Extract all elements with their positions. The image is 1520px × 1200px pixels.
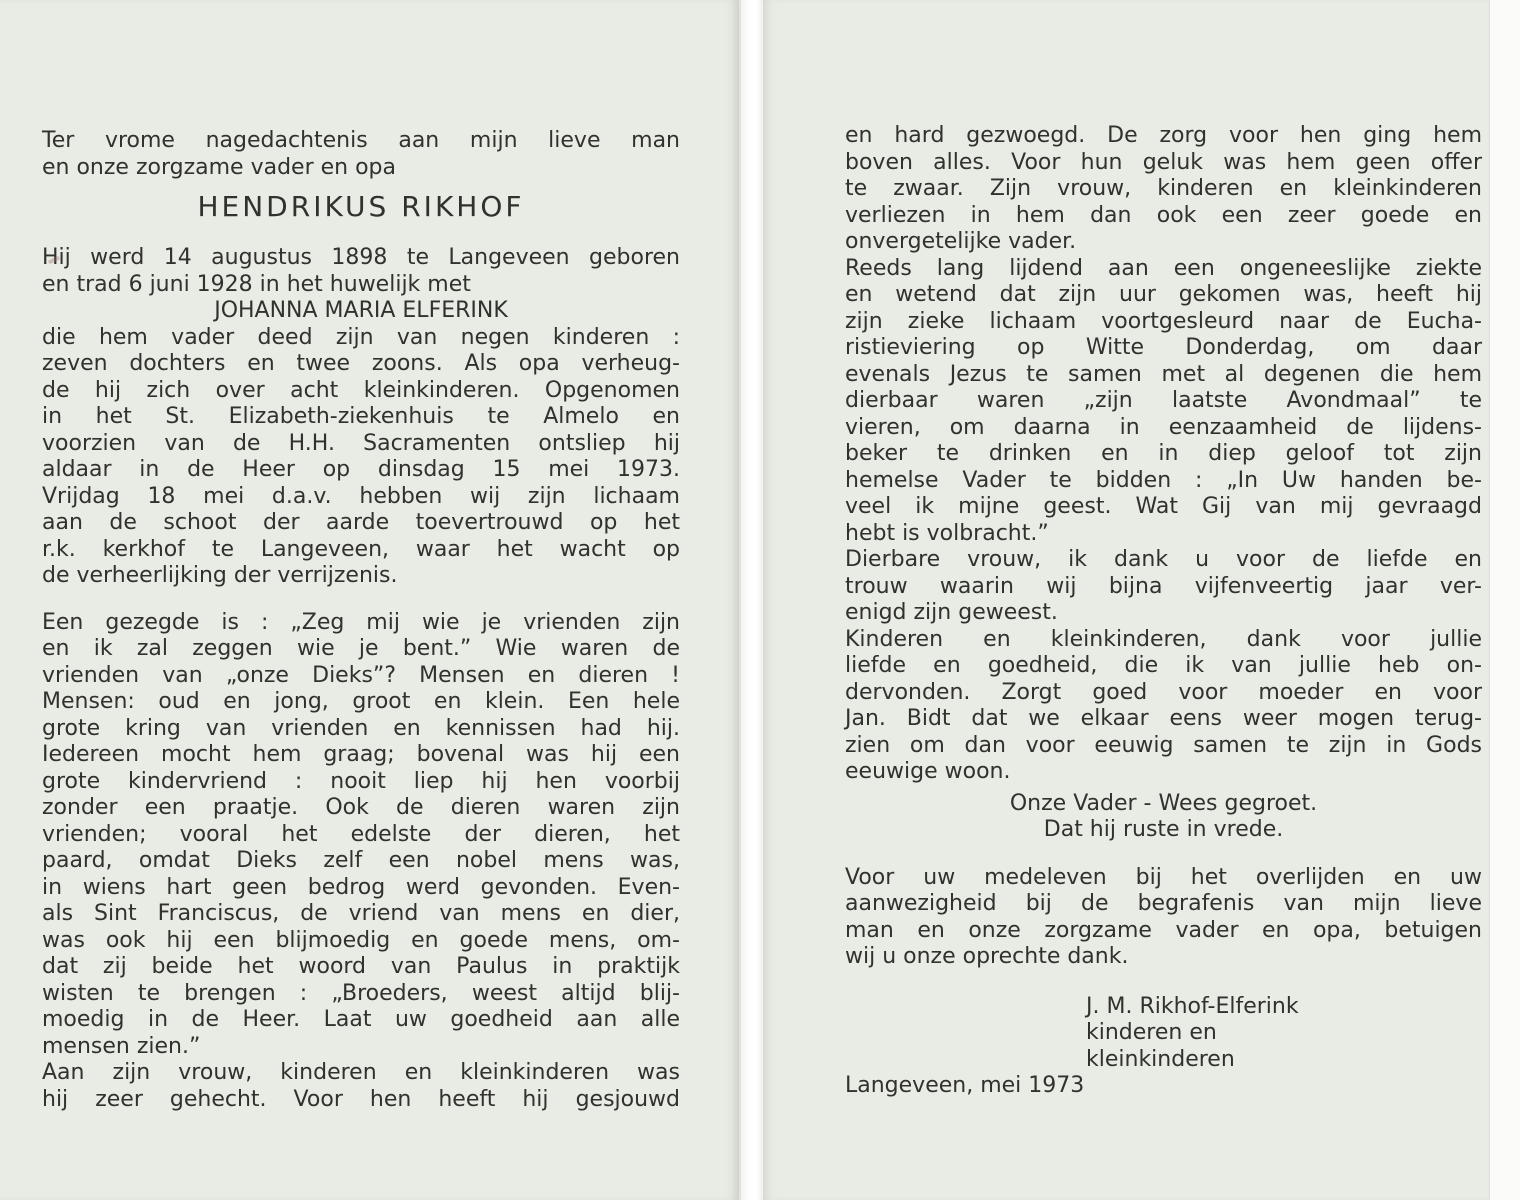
text-line: Reeds lang lijdend aan een ongeneeslijke ziekte: [845, 255, 1482, 281]
text-line: beker te drinken en in diep geloof tot zijn: [845, 441, 1482, 466]
text-line: boven alles. Voor hun geluk was hem geen offer: [845, 149, 1482, 175]
text-line: Iedereen mocht hem graag; bovenal was hij een: [42, 742, 680, 767]
text-line: moedig in de Heer. Laat uw goedheid aan alle: [42, 1007, 680, 1032]
continuation-paragraph: [845, 123, 1482, 786]
text-line: voorzien van de H.H. Sacramenten ontsliep hij: [42, 430, 680, 456]
text-line: man en onze zorgzame vader en opa, betuigen: [845, 917, 1482, 943]
signature-block: [845, 994, 1482, 1074]
text-line: mensen zien.”: [42, 1033, 201, 1059]
text-line: Jan. Bidt dat we elkaar eens weer mogen terug-: [845, 706, 1482, 731]
text-line: Aan zijn vrouw, kinderen en kleinkinderen was: [42, 1060, 680, 1085]
text-line: zien om dan voor eeuwig samen te zijn in Gods: [845, 732, 1482, 758]
text-line: grote kring van vrienden en kennissen had hij.: [42, 715, 680, 741]
text-line: en ik zal zeggen wie je bent.” Wie waren de: [42, 636, 680, 661]
text-line: zijn zieke lichaam voortgesleurd naar de Eucha-: [845, 308, 1482, 334]
text-line: J. M. Rikhof-Elferink: [1086, 993, 1299, 1019]
text-line: hebt is volbracht.”: [845, 520, 1049, 546]
text-line: veel ik mijne geest. Wat Gij van mij gevraagd: [845, 494, 1482, 519]
text-line: in wiens hart geen bedrog werd gevonden. Even-: [42, 874, 680, 900]
text-line: evenals Jezus te samen met al degenen die hem: [845, 361, 1482, 387]
text-line: aanwezigheid bij de begrafenis van mijn lieve: [845, 891, 1482, 916]
memorial-card-right-page: [763, 0, 1490, 1200]
text-line: aldaar in de Heer op dinsdag 15 mei 1973.: [42, 457, 680, 482]
intro-dedication-text: [42, 128, 680, 181]
text-line: dervonden. Zorgt goed voor moeder en voor: [845, 679, 1482, 705]
text-line: aan de schoot der aarde toevertrouwd op het: [42, 510, 680, 535]
text-line: en onze zorgzame vader en opa: [42, 154, 396, 180]
text-line: de verheerlijking der verrijzenis.: [42, 563, 398, 588]
text-line: Hij werd 14 augustus 1898 te Langeveen geboren: [42, 245, 680, 270]
text-line: enigd zijn geweest.: [845, 600, 1058, 625]
deceased-name-heading: HENDRIKUS RIKHOF: [197, 190, 525, 223]
text-line: vrienden; vooral het edelste der dieren, het: [42, 821, 680, 847]
text-line: Ter vrome nagedachtenis aan mijn lieve man: [42, 128, 680, 153]
prayer-lines: [845, 791, 1482, 844]
text-line: als Sint Franciscus, de vriend van mens en dier,: [42, 901, 680, 926]
text-line: verliezen in hem dan ook een zeer goede en: [845, 202, 1482, 228]
text-line: Dat hij ruste in vrede.: [1043, 817, 1284, 842]
eulogy-paragraph: [42, 610, 680, 1114]
text-line: liefde en goedheid, die ik van jullie heb on-: [845, 653, 1482, 678]
text-line: r.k. kerkhof te Langeveen, waar het wacht op: [42, 536, 680, 562]
text-line: en trad 6 juni 1928 in het huwelijk met: [42, 271, 471, 297]
text-line: Mensen: oud en jong, groot en klein. Een hele: [42, 689, 680, 714]
text-line: Dierbare vrouw, ik dank u voor de liefde en: [845, 547, 1482, 572]
text-line: dat zij beide het woord van Paulus in praktijk: [42, 954, 680, 979]
text-line: Vrijdag 18 mei d.a.v. hebben wij zijn lichaam: [42, 483, 680, 509]
text-line: Een gezegde is : „Zeg mij wie je vrienden zijn: [42, 609, 680, 635]
scan-right-margin: [1490, 0, 1520, 1200]
text-line: zeven dochters en twee zoons. Als opa verheug-: [42, 351, 680, 376]
text-line: ristieviering op Witte Donderdag, om daar: [845, 335, 1482, 360]
text-line: vieren, om daarna in eenzaamheid de lijdens-: [845, 414, 1482, 440]
acknowledgement-paragraph: [845, 865, 1482, 971]
text-line: Voor uw medeleven bij het overlijden en uw: [845, 864, 1482, 890]
text-line: kleinkinderen: [1086, 1046, 1235, 1072]
place-and-date: Langeveen, mei 1973: [845, 1073, 1085, 1098]
text-line: in het St. Elizabeth-ziekenhuis te Almelo en: [42, 404, 680, 429]
text-line: en hard gezwoegd. De zorg voor hen ging hem: [845, 123, 1482, 148]
text-line: Onze Vader - Wees gegroet.: [1009, 790, 1318, 816]
text-line: trouw waarin wij bijna vijfenveertig jaar ver-: [845, 573, 1482, 599]
text-line: Kinderen en kleinkinderen, dank voor jullie: [845, 626, 1482, 652]
text-line: zonder een praatje. Ook de dieren waren zijn: [42, 795, 680, 820]
text-line: kinderen en: [1086, 1020, 1217, 1045]
text-line: eeuwige woon.: [845, 759, 1011, 784]
text-line: de hij zich over acht kleinkinderen. Opgenomen: [42, 377, 680, 403]
text-line: dierbaar waren „zijn laatste Avondmaal” te: [845, 388, 1482, 413]
page-gutter: [741, 0, 763, 1200]
text-line: wisten te brengen : „Broeders, weest altijd blij-: [42, 980, 680, 1006]
biography-paragraph: [42, 245, 680, 590]
text-line: paard, omdat Dieks zelf een nobel mens was,: [42, 848, 680, 873]
text-line: grote kindervriend : nooit liep hij hen voorbij: [42, 768, 680, 794]
memorial-card-left-page: [0, 0, 741, 1200]
text-line: te zwaar. Zijn vrouw, kinderen en kleinkinderen: [845, 176, 1482, 201]
text-line: onvergetelijke vader.: [845, 229, 1077, 254]
text-line: die hem vader deed zijn van negen kinderen :: [42, 324, 680, 350]
text-line: en wetend dat zijn uur gekomen was, heeft hij: [845, 282, 1482, 307]
text-line: was ook hij een blijmoedig en goede mens, om-: [42, 927, 680, 953]
text-line: JOHANNA MARIA ELFERINK: [214, 298, 508, 323]
text-line: hemelse Vader te bidden : „In Uw handen be-: [845, 467, 1482, 493]
text-line: vrienden van „onze Dieks”? Mensen en dieren !: [42, 662, 680, 688]
text-line: hij zeer gehecht. Voor hen heeft hij gesjouwd: [42, 1086, 680, 1112]
text-line: wij u onze oprechte dank.: [845, 944, 1129, 969]
